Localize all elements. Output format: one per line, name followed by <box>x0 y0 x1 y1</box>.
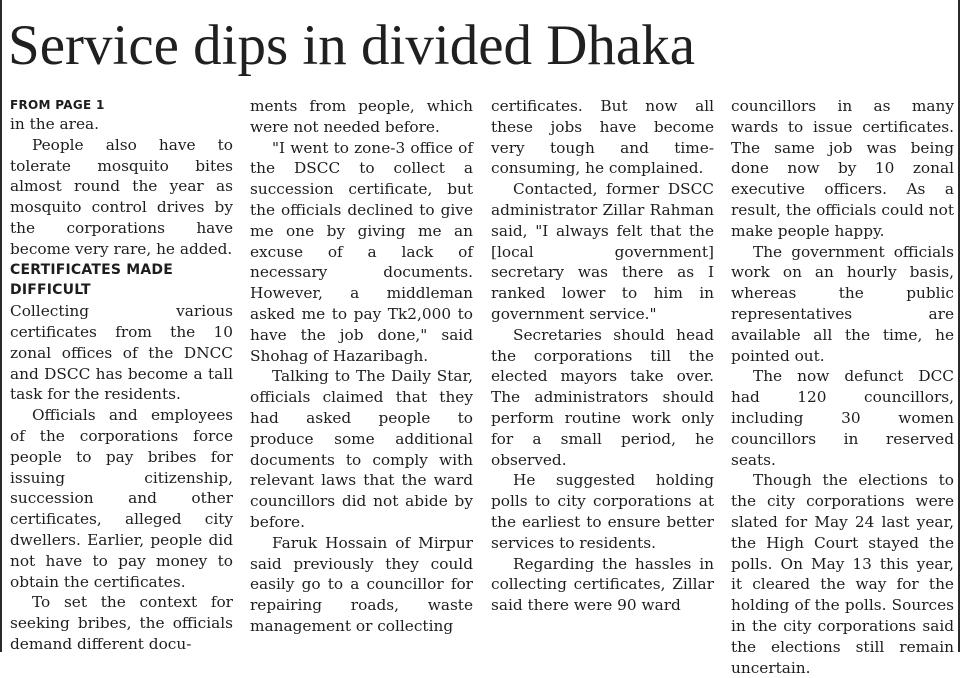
paragraph: certificates. But now all these jobs have become very tough and time-consuming, he complained. <box>491 97 714 178</box>
paragraph: Secretaries should head the corporations till the elected mayors take over. The administrators should perform routine work only for a small period, he observed. <box>491 325 714 469</box>
paragraph: in the area. <box>10 115 99 133</box>
article-column-4 <box>731 96 954 677</box>
subheading: CERTIFICATES MADE DIFFICULT <box>10 261 173 299</box>
paragraph: The now defunct DCC had 120 councillors, including 30 women councillors in reserved seats. <box>731 367 954 469</box>
paragraph: Contacted, former DSCC administrator Zillar Rahman said, "I always felt that the [local government] secretary was there as I ranked lower to him in government service." <box>491 180 714 323</box>
paragraph: Regarding the hassles in collecting certificates, Zillar said there were 90 ward <box>491 554 714 615</box>
paragraph: Faruk Hossain of Mirpur said previously they could easily go to a councillor for repairing roads, waste management or collecting <box>250 533 473 635</box>
article-column-1 <box>10 96 233 653</box>
paragraph: People also have to tolerate mosquito bites almost round the year as mosquito control drives by the corporations have become very rare, he added. <box>10 135 233 258</box>
article-column-3 <box>491 96 714 646</box>
article-column-2 <box>250 96 473 646</box>
jump-label: FROM PAGE 1 <box>10 98 105 112</box>
paragraph: councillors in as many wards to issue certificates. The same job was being done now by 10 zonal executive officers. As a result, the officials could not make people happy. <box>731 97 954 240</box>
paragraph: The government officials work on an hourly basis, whereas the public representatives are available all the time, he pointed out. <box>731 242 954 365</box>
paragraph: Talking to The Daily Star, officials claimed that they had asked people to produce some additional documents to comply with relevant laws that the ward councillors did not abide by before. <box>250 367 473 531</box>
paragraph: He suggested holding polls to city corporations at the earliest to ensure better services to residents. <box>491 471 714 552</box>
headline: Service dips in divided Dhaka <box>8 14 696 77</box>
paragraph: To set the context for seeking bribes, the officials demand different docu- <box>10 593 233 653</box>
paragraph: ments from people, which were not needed before. <box>250 97 473 136</box>
paragraph: Officials and employees of the corporations force people to pay bribes for issuing citizenship, succession and other certificates, alleged city dwellers. Earlier, people did not have to pay money to obtain the certificates. <box>10 406 233 591</box>
right-column-rule <box>958 0 960 652</box>
left-column-rule <box>0 0 2 652</box>
paragraph: "I went to zone-3 office of the DSCC to collect a succession certificate, but the officials declined to give me one by giving me an excuse of a lack of necessary documents. However, a middleman asked me to pay Tk2,000 to have the job done," said Shohag of Hazaribagh. <box>250 138 473 365</box>
paragraph: Though the elections to the city corporations were slated for May 24 last year, the High Court stayed the polls. On May 13 this year, it cleared the way for the holding of the polls. Sources in the city corporations said the elections still remain uncertain. <box>731 471 954 677</box>
paragraph: Collecting various certificates from the 10 zonal offices of the DNCC and DSCC has become a tall task for the residents. <box>10 302 233 404</box>
